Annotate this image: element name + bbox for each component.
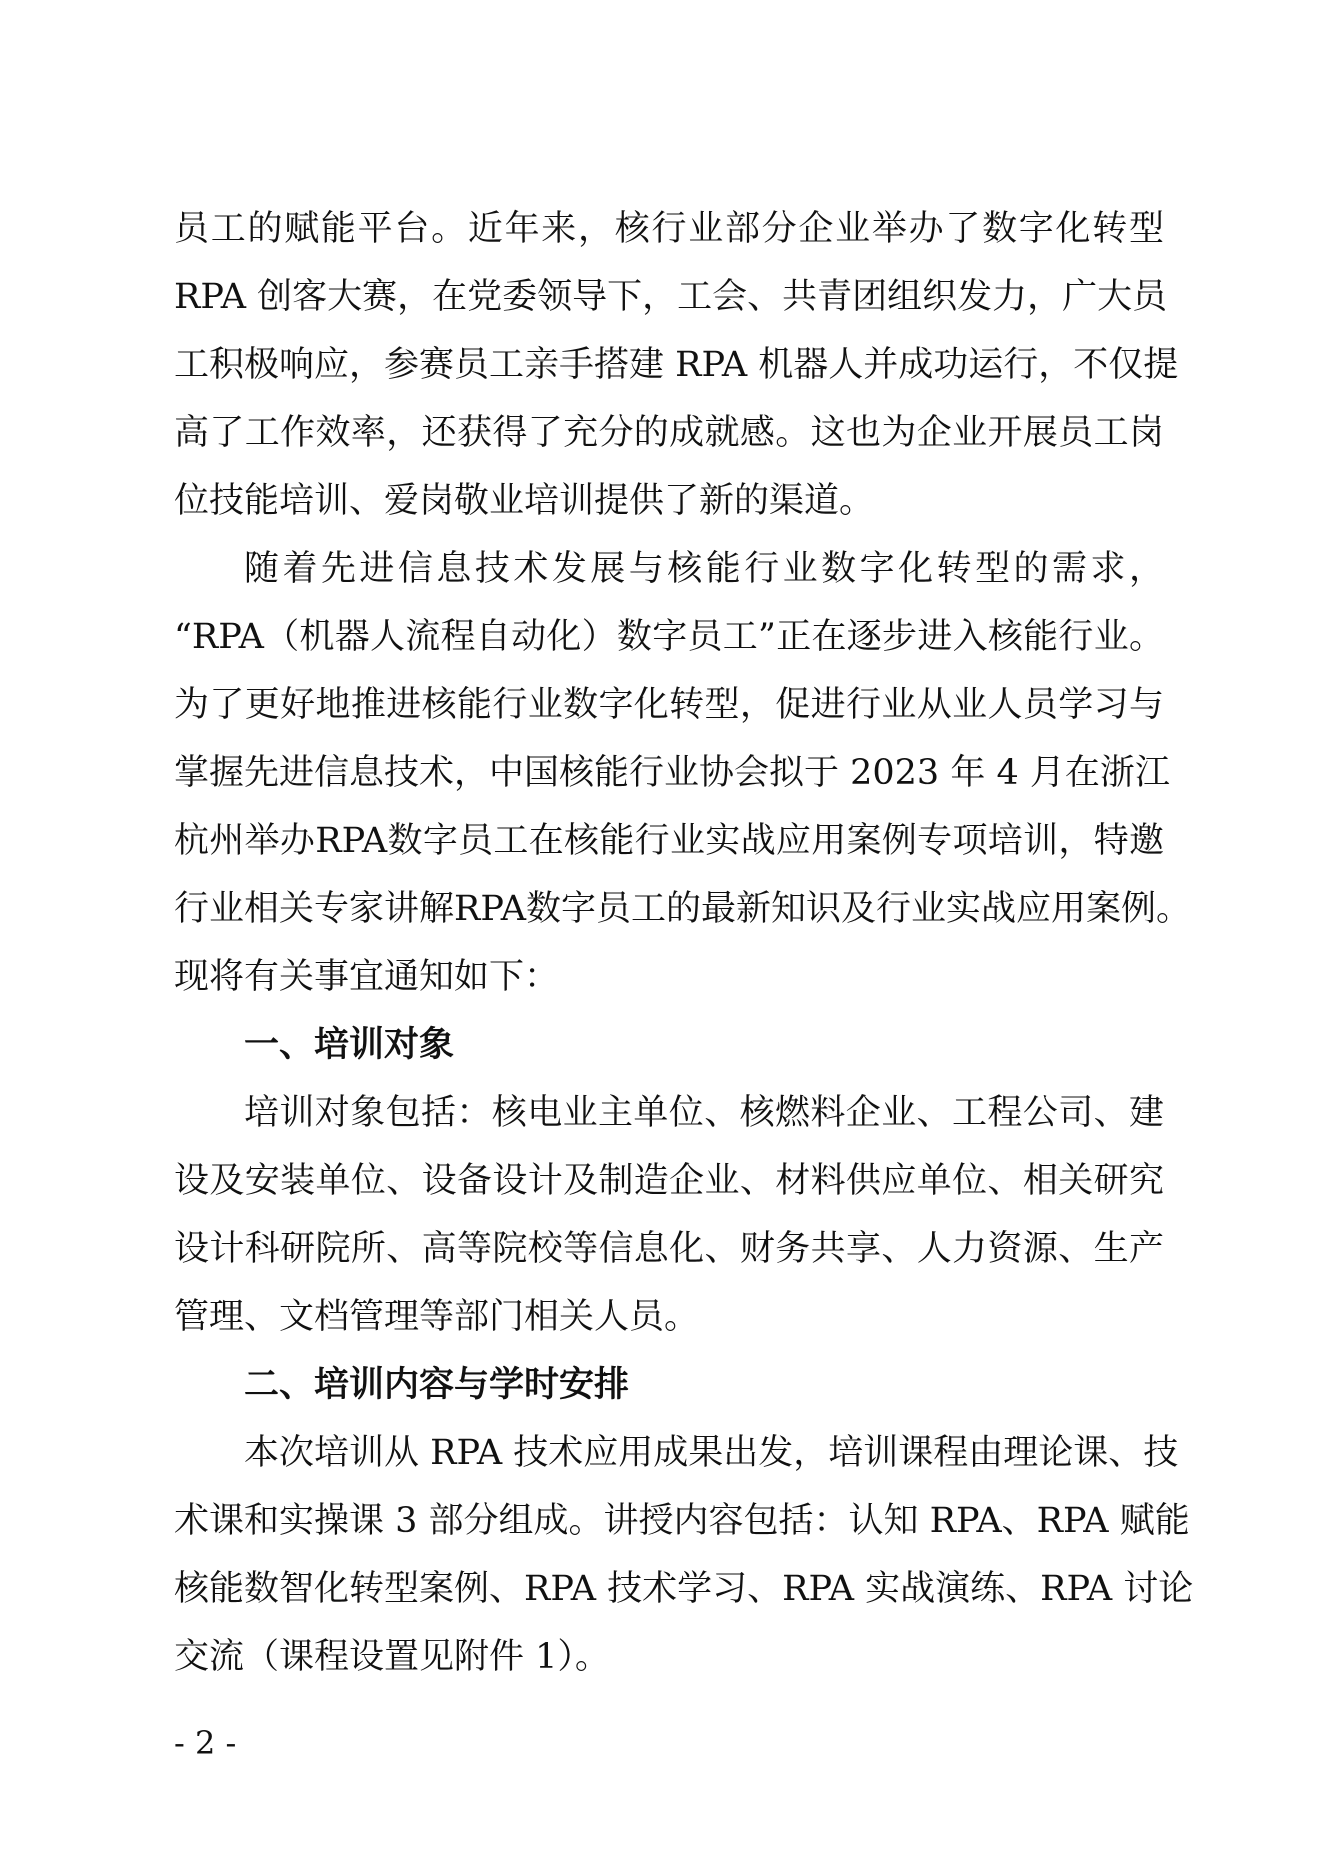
- section-1-line-2: 设及安装单位、设备设计及制造企业、材料供应单位、相关研究: [174, 1161, 1164, 1201]
- section-1-heading: 一、培训对象: [244, 1025, 455, 1065]
- paragraph-2-line-3: 为了更好地推进核能行业数字化转型，促进行业从业人员学习与: [174, 685, 1164, 725]
- paragraph-1-line-3: 工积极响应，参赛员工亲手搭建 RPA 机器人并成功运行，不仅提: [174, 345, 1179, 385]
- page-number: - 2 -: [174, 1724, 237, 1762]
- section-1-line-1: 培训对象包括：核电业主单位、核燃料企业、工程公司、建: [244, 1093, 1164, 1133]
- paragraph-1-line-1: 员工的赋能平台。近年来，核行业部分企业举办了数字化转型: [174, 209, 1164, 249]
- paragraph-2-line-1: 随着先进信息技术发展与核能行业数字化转型的需求，: [244, 549, 1164, 589]
- paragraph-1-line-2: RPA 创客大赛，在党委领导下，工会、共青团组织发力，广大员: [174, 277, 1168, 317]
- section-2-line-3: 核能数智化转型案例、RPA 技术学习、RPA 实战演练、RPA 讨论: [174, 1569, 1194, 1609]
- section-1-line-3: 设计科研院所、高等院校等信息化、财务共享、人力资源、生产: [174, 1229, 1164, 1269]
- paragraph-2-line-6: 行业相关专家讲解RPA数字员工的最新知识及行业实战应用案例。: [174, 889, 1191, 929]
- section-1-line-4: 管理、文档管理等部门相关人员。: [174, 1297, 700, 1337]
- section-2-line-1: 本次培训从 RPA 技术应用成果出发，培训课程由理论课、技: [244, 1433, 1179, 1473]
- section-2-line-2: 术课和实操课 3 部分组成。讲授内容包括：认知 RPA、RPA 赋能: [174, 1501, 1190, 1541]
- section-2-heading: 二、培训内容与学时安排: [244, 1365, 630, 1405]
- paragraph-2-line-5: 杭州举办RPA数字员工在核能行业实战应用案例专项培训，特邀: [174, 821, 1164, 861]
- paragraph-2-line-4: 掌握先进信息技术，中国核能行业协会拟于 2023 年 4 月在浙江: [174, 753, 1170, 793]
- paragraph-1-line-4: 高了工作效率，还获得了充分的成就感。这也为企业开展员工岗: [174, 413, 1164, 453]
- paragraph-2-line-7: 现将有关事宜通知如下：: [174, 957, 560, 997]
- paragraph-1-line-5: 位技能培训、爱岗敬业培训提供了新的渠道。: [174, 481, 875, 521]
- paragraph-2-line-2: “RPA（机器人流程自动化）数字员工”正在逐步进入核能行业。: [174, 617, 1164, 657]
- section-2-line-4: 交流（课程设置见附件 1）。: [174, 1637, 610, 1677]
